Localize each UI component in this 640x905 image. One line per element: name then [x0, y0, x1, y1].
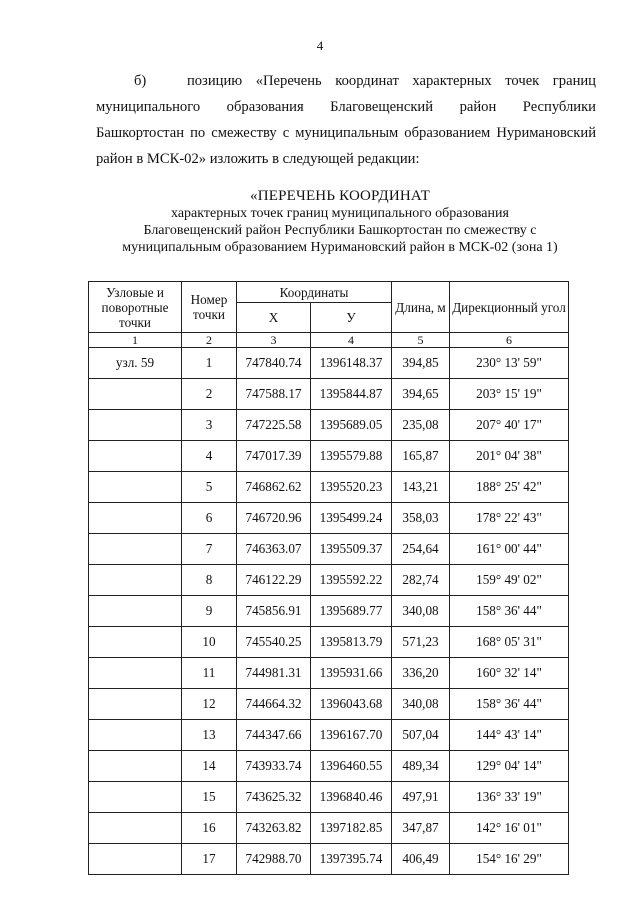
cell-angle: 136° 33' 19"	[450, 782, 569, 813]
cell-x: 747017.39	[237, 441, 311, 472]
cell-angle: 207° 40' 17"	[450, 410, 569, 441]
cell-x: 746363.07	[237, 534, 311, 565]
header-angle: Дирекционный угол	[450, 282, 569, 333]
cell-node	[89, 410, 182, 441]
cell-point-number: 10	[182, 627, 237, 658]
column-numbers-row	[89, 333, 569, 348]
cell-length: 165,87	[392, 441, 450, 472]
cell-node	[89, 751, 182, 782]
cell-y: 1395499.24	[311, 503, 392, 534]
cell-node	[89, 689, 182, 720]
table-row	[89, 627, 569, 658]
cell-angle: 161° 00' 44"	[450, 534, 569, 565]
table-row	[89, 782, 569, 813]
cell-x: 745856.91	[237, 596, 311, 627]
cell-y: 1397182.85	[311, 813, 392, 844]
cell-node	[89, 472, 182, 503]
cell-point-number: 3	[182, 410, 237, 441]
cell-length: 571,23	[392, 627, 450, 658]
cell-length: 254,64	[392, 534, 450, 565]
cell-node	[89, 813, 182, 844]
cell-node	[89, 627, 182, 658]
intro-text: позицию «Перечень координат характерных точек границ муниципального образования Благовещенский район Республики Башкортостан по смежеству с муниципальным образованием Нуримановский район в МСК-02» изложить в следующей редакции:	[96, 73, 596, 167]
cell-node	[89, 534, 182, 565]
cell-length: 497,91	[392, 782, 450, 813]
cell-y: 1395520.23	[311, 472, 392, 503]
cell-x: 747225.58	[237, 410, 311, 441]
column-number: 3	[237, 333, 311, 348]
table-row	[89, 844, 569, 875]
cell-x: 745540.25	[237, 627, 311, 658]
cell-node	[89, 379, 182, 410]
table-row	[89, 596, 569, 627]
table-row	[89, 813, 569, 844]
cell-node	[89, 596, 182, 627]
header-length: Длина, м	[392, 282, 450, 333]
cell-y: 1395509.37	[311, 534, 392, 565]
table-row	[89, 379, 569, 410]
cell-x: 747840.74	[237, 348, 311, 379]
cell-length: 507,04	[392, 720, 450, 751]
cell-point-number: 6	[182, 503, 237, 534]
cell-length: 282,74	[392, 565, 450, 596]
table-row	[89, 534, 569, 565]
cell-x: 743933.74	[237, 751, 311, 782]
cell-point-number: 14	[182, 751, 237, 782]
cell-node	[89, 720, 182, 751]
cell-node: узл. 59	[89, 348, 182, 379]
cell-node	[89, 658, 182, 689]
cell-y: 1396043.68	[311, 689, 392, 720]
cell-point-number: 9	[182, 596, 237, 627]
cell-angle: 144° 43' 14"	[450, 720, 569, 751]
cell-node	[89, 503, 182, 534]
table-row	[89, 720, 569, 751]
cell-y: 1395592.22	[311, 565, 392, 596]
table-row	[89, 348, 569, 379]
cell-y: 1395813.79	[311, 627, 392, 658]
cell-point-number: 4	[182, 441, 237, 472]
cell-x: 743625.32	[237, 782, 311, 813]
header-coordinates: Координаты	[237, 282, 392, 303]
cell-point-number: 16	[182, 813, 237, 844]
cell-point-number: 15	[182, 782, 237, 813]
cell-point-number: 2	[182, 379, 237, 410]
cell-point-number: 13	[182, 720, 237, 751]
heading-line-2: характерных точек границ муниципального образования	[171, 206, 509, 221]
coordinates-table	[88, 281, 569, 875]
cell-y: 1396840.46	[311, 782, 392, 813]
cell-y: 1395689.05	[311, 410, 392, 441]
cell-y: 1396148.37	[311, 348, 392, 379]
cell-length: 394,65	[392, 379, 450, 410]
cell-point-number: 1	[182, 348, 237, 379]
cell-y: 1396167.70	[311, 720, 392, 751]
cell-y: 1395931.66	[311, 658, 392, 689]
header-nodes: Узловые и поворотные точки	[89, 282, 182, 333]
cell-angle: 230° 13' 59"	[450, 348, 569, 379]
table-row	[89, 689, 569, 720]
cell-length: 358,03	[392, 503, 450, 534]
cell-length: 340,08	[392, 596, 450, 627]
column-number: 4	[311, 333, 392, 348]
cell-angle: 158° 36' 44"	[450, 596, 569, 627]
cell-length: 235,08	[392, 410, 450, 441]
cell-length: 394,85	[392, 348, 450, 379]
header-x: Х	[237, 303, 311, 333]
column-number: 1	[89, 333, 182, 348]
cell-length: 143,21	[392, 472, 450, 503]
cell-point-number: 5	[182, 472, 237, 503]
table-row	[89, 503, 569, 534]
cell-point-number: 11	[182, 658, 237, 689]
cell-angle: 201° 04' 38"	[450, 441, 569, 472]
cell-point-number: 7	[182, 534, 237, 565]
cell-point-number: 17	[182, 844, 237, 875]
cell-node	[89, 844, 182, 875]
cell-x: 746720.96	[237, 503, 311, 534]
cell-node	[89, 441, 182, 472]
header-number: Номер точки	[182, 282, 237, 333]
cell-y: 1395579.88	[311, 441, 392, 472]
cell-y: 1397395.74	[311, 844, 392, 875]
cell-length: 347,87	[392, 813, 450, 844]
cell-x: 743263.82	[237, 813, 311, 844]
heading-line-1: «ПЕРЕЧЕНЬ КООРДИНАТ	[250, 188, 430, 204]
cell-angle: 158° 36' 44"	[450, 689, 569, 720]
cell-point-number: 8	[182, 565, 237, 596]
column-number: 5	[392, 333, 450, 348]
intro-prefix: б)	[134, 73, 147, 89]
cell-angle: 154° 16' 29"	[450, 844, 569, 875]
cell-node	[89, 782, 182, 813]
table-row	[89, 472, 569, 503]
cell-angle: 188° 25' 42"	[450, 472, 569, 503]
header-y: У	[311, 303, 392, 333]
table-row	[89, 658, 569, 689]
column-number: 2	[182, 333, 237, 348]
cell-point-number: 12	[182, 689, 237, 720]
cell-y: 1395844.87	[311, 379, 392, 410]
cell-length: 336,20	[392, 658, 450, 689]
page-number: 4	[316, 38, 324, 53]
cell-angle: 159° 49' 02"	[450, 565, 569, 596]
cell-angle: 168° 05' 31"	[450, 627, 569, 658]
cell-angle: 129° 04' 14"	[450, 751, 569, 782]
table-row	[89, 441, 569, 472]
cell-angle: 203° 15' 19"	[450, 379, 569, 410]
column-number: 6	[450, 333, 569, 348]
cell-x: 744981.31	[237, 658, 311, 689]
cell-angle: 178° 22' 43"	[450, 503, 569, 534]
cell-length: 406,49	[392, 844, 450, 875]
cell-x: 746862.62	[237, 472, 311, 503]
cell-x: 744347.66	[237, 720, 311, 751]
cell-x: 742988.70	[237, 844, 311, 875]
heading-line-3: Благовещенский район Республики Башкортостан по смежеству с	[143, 223, 537, 238]
cell-x: 747588.17	[237, 379, 311, 410]
intro-paragraph	[96, 68, 596, 172]
table-row	[89, 565, 569, 596]
cell-x: 746122.29	[237, 565, 311, 596]
cell-length: 340,08	[392, 689, 450, 720]
cell-x: 744664.32	[237, 689, 311, 720]
cell-angle: 160° 32' 14"	[450, 658, 569, 689]
cell-y: 1396460.55	[311, 751, 392, 782]
table-row	[89, 410, 569, 441]
cell-length: 489,34	[392, 751, 450, 782]
table-row	[89, 751, 569, 782]
cell-angle: 142° 16' 01"	[450, 813, 569, 844]
cell-y: 1395689.77	[311, 596, 392, 627]
cell-node	[89, 565, 182, 596]
heading-line-4: муниципальным образованием Нуримановский район в МСК-02 (зона 1)	[122, 240, 558, 255]
document-heading	[90, 188, 590, 256]
